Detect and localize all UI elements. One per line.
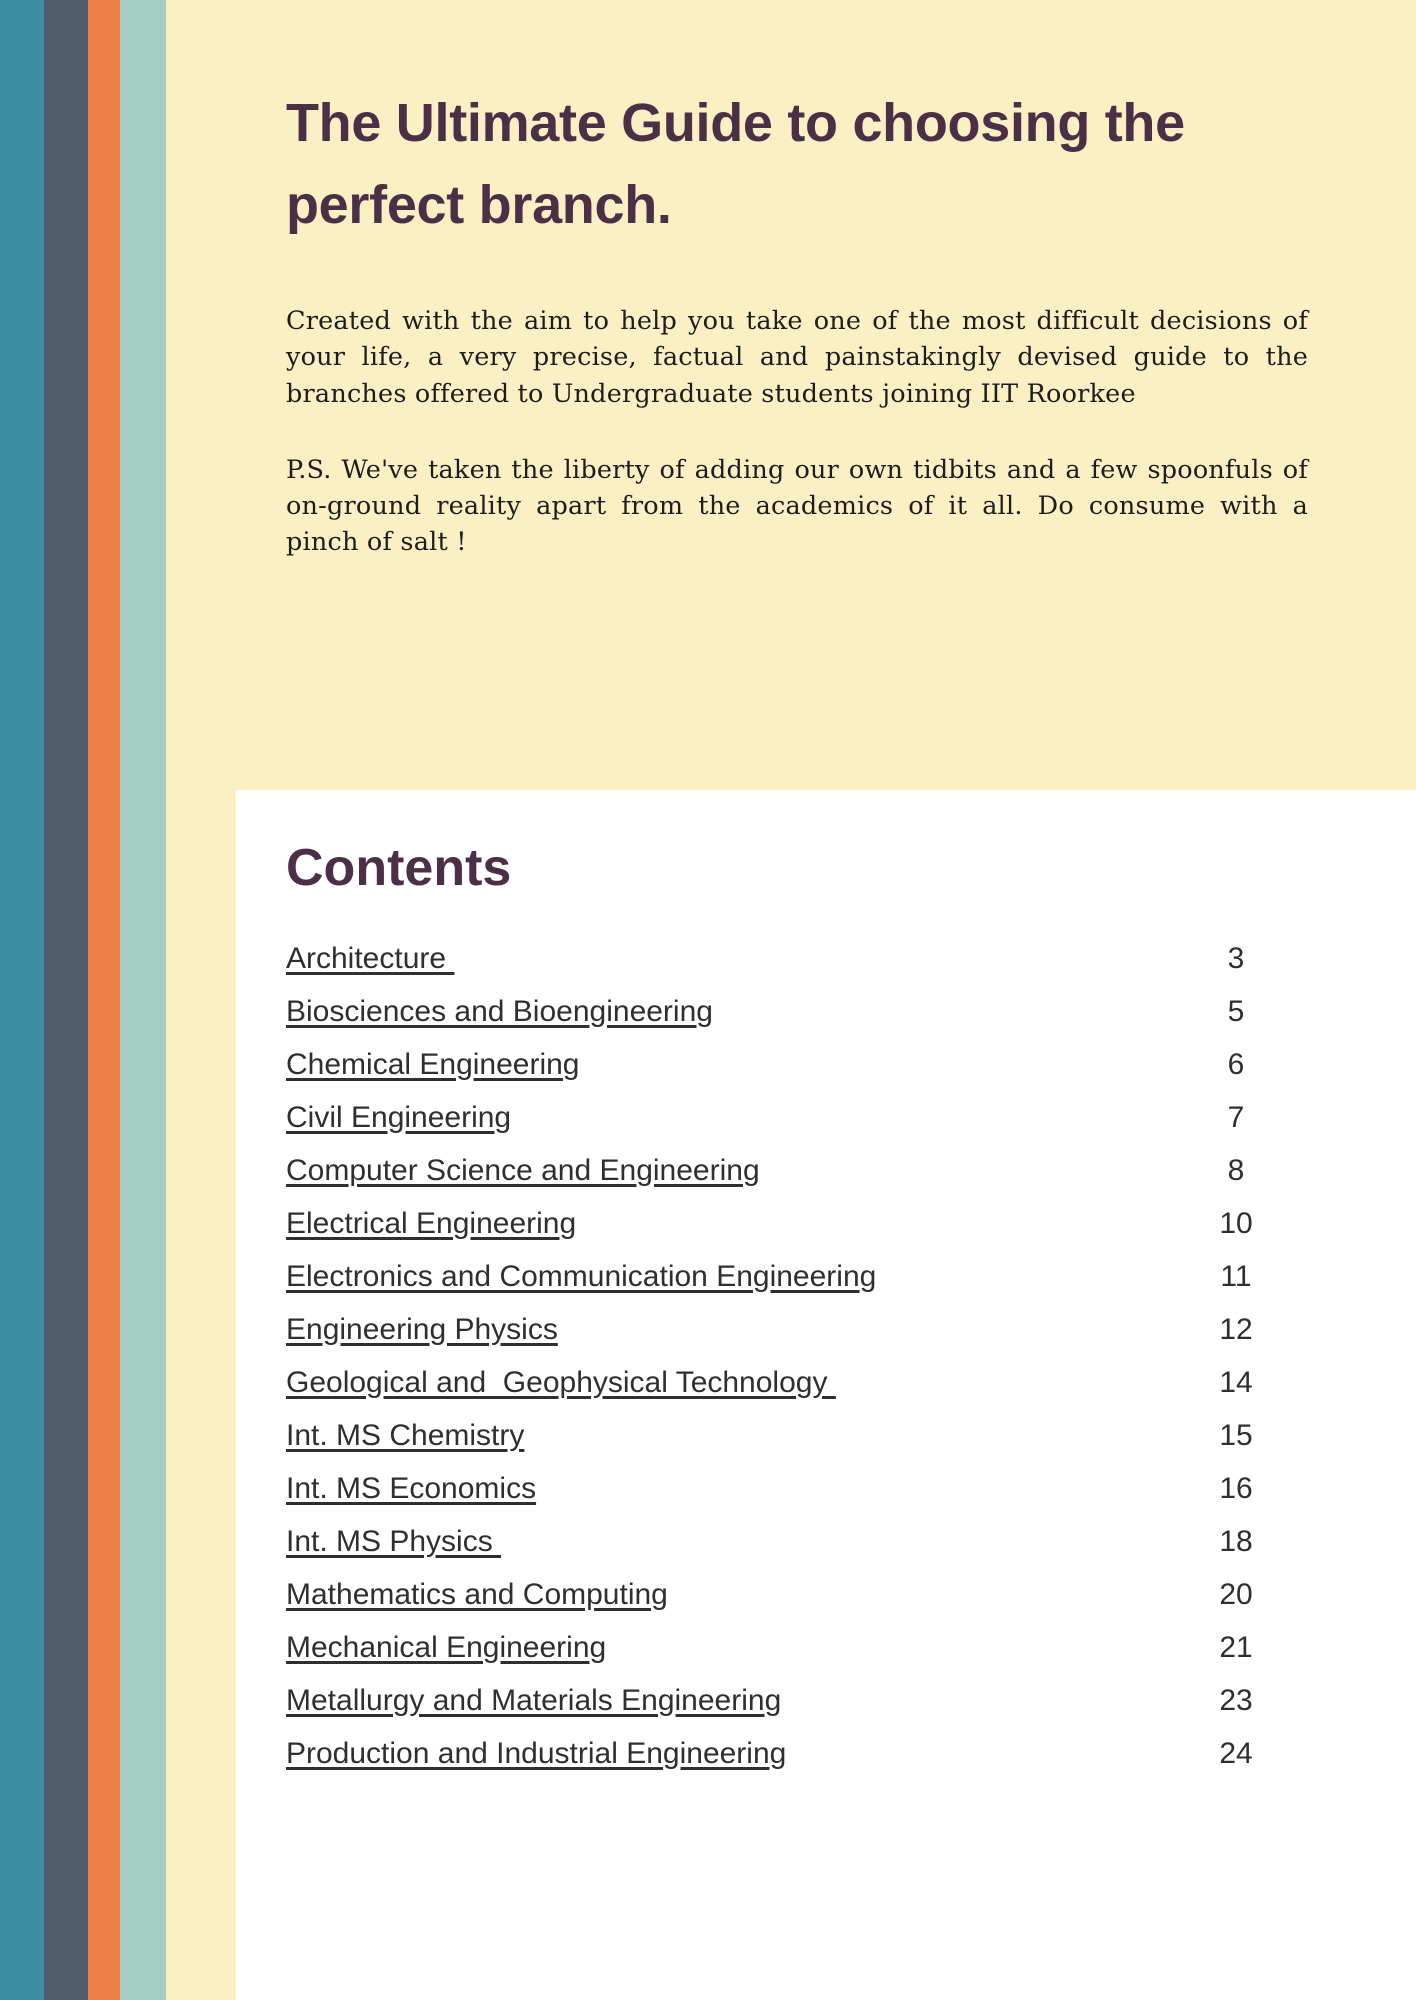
toc-entry-page: 16 [1219, 1472, 1253, 1505]
toc-entry-label[interactable]: Biosciences and Bioengineering [286, 995, 713, 1028]
toc-entry-label[interactable]: Engineering Physics [286, 1313, 558, 1346]
toc-entry[interactable] [286, 1419, 1296, 1472]
toc-entry[interactable] [286, 942, 1296, 995]
toc-entry-page: 20 [1219, 1578, 1253, 1611]
toc-entry[interactable] [286, 1048, 1296, 1101]
toc-entry-label[interactable]: Electrical Engineering [286, 1207, 577, 1240]
toc-entry[interactable] [286, 1366, 1296, 1419]
decorative-stripe-bar [0, 0, 236, 2000]
ps-paragraph: P.S. We've taken the liberty of adding our own tidbits and a few spoonfuls of on-ground reality apart from the academics of it all. Do consume with a pinch of salt ! [286, 454, 1308, 558]
toc-entry-page: 18 [1219, 1525, 1253, 1558]
page-title: The Ultimate Guide to choosing the perfect branch. [286, 93, 1185, 236]
toc-entry-page: 7 [1227, 1101, 1245, 1134]
toc-entry-page: 23 [1219, 1684, 1253, 1717]
toc-entry-page: 8 [1227, 1154, 1245, 1187]
toc-entry[interactable] [286, 1472, 1296, 1525]
toc-entry[interactable] [286, 1207, 1296, 1260]
toc-entry-label[interactable]: Computer Science and Engineering [286, 1154, 760, 1187]
contents-section [286, 790, 1326, 1790]
toc-entry[interactable] [286, 1737, 1296, 1790]
toc-entry-label[interactable]: Mechanical Engineering [286, 1631, 607, 1664]
toc-entry[interactable] [286, 1525, 1296, 1578]
toc-entry-label[interactable]: Architecture [286, 942, 455, 975]
toc-entry[interactable] [286, 1260, 1296, 1313]
stripe-mint [120, 0, 166, 2000]
toc-entry-label[interactable]: Chemical Engineering [286, 1048, 580, 1081]
toc-entry-page: 21 [1219, 1631, 1253, 1664]
toc-entry-page: 24 [1219, 1737, 1253, 1770]
toc-entry-label[interactable]: Int. MS Physics [286, 1525, 502, 1558]
toc-entry[interactable] [286, 1101, 1296, 1154]
toc-entry-page: 6 [1227, 1048, 1245, 1081]
contents-heading: Contents [286, 839, 512, 897]
toc-entry-page: 3 [1227, 942, 1245, 975]
toc-entry[interactable] [286, 1631, 1296, 1684]
toc-entry-page: 10 [1219, 1207, 1253, 1240]
toc-entry-page: 12 [1219, 1313, 1253, 1346]
toc-entry-page: 15 [1219, 1419, 1253, 1452]
toc-entry-label[interactable]: Production and Industrial Engineering [286, 1737, 787, 1770]
table-of-contents [286, 942, 1296, 1790]
toc-entry[interactable] [286, 1578, 1296, 1631]
toc-entry-page: 14 [1219, 1366, 1253, 1399]
toc-entry[interactable] [286, 1313, 1296, 1366]
toc-entry-label[interactable]: Int. MS Chemistry [286, 1419, 525, 1452]
toc-entry-page: 11 [1220, 1260, 1252, 1293]
toc-entry-label[interactable]: Mathematics and Computing [286, 1578, 668, 1611]
toc-entry-label[interactable]: Civil Engineering [286, 1101, 512, 1134]
toc-entry-label[interactable]: Int. MS Economics [286, 1472, 537, 1505]
stripe-teal [0, 0, 44, 2000]
toc-entry[interactable] [286, 1684, 1296, 1737]
toc-entry-label[interactable]: Metallurgy and Materials Engineering [286, 1684, 782, 1717]
stripe-orange [88, 0, 120, 2000]
stripe-cream [166, 0, 236, 2000]
toc-entry[interactable] [286, 1154, 1296, 1207]
toc-entry-label[interactable]: Geological and Geophysical Technology [286, 1366, 836, 1399]
toc-entry[interactable] [286, 995, 1296, 1048]
hero-content [286, 0, 1326, 560]
toc-entry-page: 5 [1227, 995, 1245, 1028]
stripe-slate [44, 0, 88, 2000]
toc-entry-label[interactable]: Electronics and Communication Engineering [286, 1260, 877, 1293]
intro-paragraph: Created with the aim to help you take one of the most difficult decisions of your life, a very precise, factual and painstakingly devised guide to the branches offered to Undergraduate students joining IIT Roorkee [286, 306, 1308, 409]
